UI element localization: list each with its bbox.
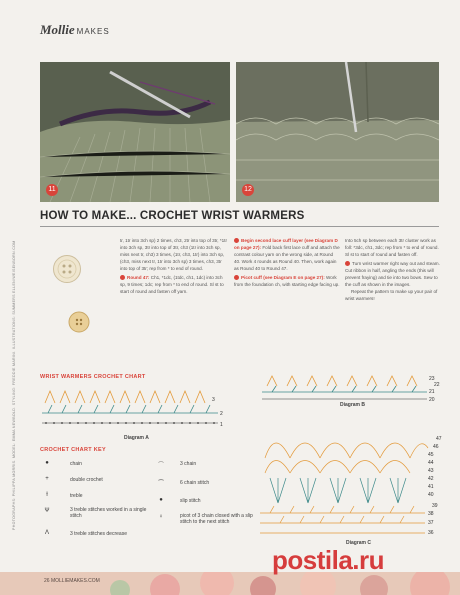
step-badge-left: 11	[46, 184, 58, 196]
diagram-c-fans	[270, 478, 406, 503]
diagram-b-middle-row	[262, 386, 427, 392]
bullet-icon	[234, 275, 239, 280]
text-column-2	[234, 237, 340, 288]
treble-icon: ƚ	[46, 492, 48, 498]
row-number: 43	[428, 468, 434, 474]
step-badge-right: 12	[242, 184, 254, 196]
diagram-a-row-2	[42, 405, 218, 413]
three-chain-icon: ⌒	[157, 463, 164, 469]
row-number: 38	[428, 511, 434, 517]
row-number: 40	[428, 492, 434, 498]
col1-paragraph-2: Round 47: Ch1, *1dc, (1tdc, ch1, 1dc) into 3ch sp, 9 times; 1dc; rep from * to end of round. Sl st to start of round and fasten off yarn.	[120, 275, 224, 294]
col1-paragraph-1: tr, 1tr into 3ch sp) 2 times, ch3, 2tr into top of 3tr, *1tr into 3ch sp, 3tr into top of 3tr, ch3 (1tr into 3ch sp, miss next tr, ch3) 3 times, (1tr, ch3, 1tr) into 3ch sp, (ch3, miss next tr, 1tr into 3ch sp) 3 times, ch3, 3tr into top of 3tr; rep from * to end of round.	[120, 238, 227, 271]
text-column-3	[345, 237, 440, 302]
row-number: 47	[436, 436, 442, 442]
bullet-icon	[120, 275, 125, 280]
page-info: 26 MOLLIEMAKES.COM	[44, 578, 100, 584]
row-number: 22	[434, 382, 440, 388]
diagram-a-label: Diagram A	[124, 435, 149, 441]
diagram-c-lower	[260, 506, 425, 533]
row-number: 1	[220, 422, 223, 428]
row-number: 37	[428, 520, 434, 526]
diagram-c-arches	[265, 443, 428, 473]
col2-paragraph-1: Begin second lace cuff layer (see Diagram D on page 27): Fold back first lace cuff and attach the contrast colour yarn on the wrong side, at Round 40. Work 4 rounds as Round 40. Then, work again as Round 40 to Round 47.	[234, 238, 340, 271]
picot-icon: ♀	[158, 514, 164, 520]
diagram-b-top-row	[267, 376, 417, 386]
diagram-c	[260, 418, 445, 543]
row-number: 39	[432, 503, 438, 509]
magazine-logo	[40, 22, 110, 38]
col2-paragraph-2: Picot cuff (see Diagram E on page 27): Work from the foundation ch, with starting edge facing up.	[234, 275, 340, 287]
key-title: CROCHET CHART KEY	[40, 447, 106, 453]
row-number: 23	[429, 376, 435, 382]
bullet-icon	[345, 261, 350, 266]
photo-step-right	[236, 62, 439, 202]
row-number: 46	[433, 444, 439, 450]
row-number: 45	[428, 452, 434, 458]
chain-icon: ●	[45, 460, 49, 466]
section-title: HOW TO MAKE... CROCHET WRIST WARMERS	[40, 210, 305, 222]
row-number: 3	[212, 397, 215, 403]
chart-title: WRIST WARMERS CROCHET CHART	[40, 374, 146, 380]
diagram-a-row-3	[45, 391, 205, 403]
col3-paragraph-2: Turn wrist warmer right way out and steam. Cut ribbon in half, angling the ends (this will prevent fraying) and tie into two bows. Sew to the cuff as shown in the images.	[345, 261, 440, 287]
bullet-icon	[234, 238, 239, 243]
text-column-1	[120, 237, 228, 295]
watermark: postila.ru	[272, 545, 385, 575]
row-number: 20	[429, 397, 435, 403]
diagram-b	[262, 372, 447, 404]
double-crochet-icon: +	[45, 476, 49, 482]
row-number: 36	[428, 530, 434, 536]
six-chain-icon: ⁀	[158, 481, 164, 487]
chart-key: ● chain + double crochet ƚ treble Ψ 3 treble stitches worked in a single stitch Λ 3 treble stitches decrease ⌒ 3 chain ⁀ 6 chain stitch ● slip stitch ♀ picot of 3 chain closed with a slip stitch to the next stitch	[40, 460, 260, 550]
row-number: 42	[428, 476, 434, 482]
col3-paragraph-3: Repeat the pattern to make up your pair of wrist warmers!	[345, 289, 438, 301]
row-number: 44	[428, 460, 434, 466]
three-treble-decrease-icon: Λ	[44, 530, 49, 536]
three-treble-single-icon: Ψ	[44, 508, 50, 514]
diagram-a	[40, 385, 230, 435]
logo-makes: MAKES	[76, 27, 110, 36]
diagram-b-label: Diagram B	[340, 402, 366, 408]
side-credit: PHOTOGRAPHS: PHILIPPA MORRIS. MODEL: EMMA NEWBOLD. STYLING: FREDDIE MARINI. ILLUSTRATIONS: SUMMERS ELLEN/WEISENBORN.COM	[12, 240, 16, 530]
slip-stitch-icon: ●	[159, 497, 163, 503]
title-divider	[40, 226, 439, 227]
button-photo-small	[68, 311, 90, 333]
diagram-a-row-1	[42, 422, 218, 424]
row-number: 21	[429, 389, 435, 395]
logo-script: Mollie	[40, 22, 75, 37]
button-photo-large	[52, 254, 82, 284]
photo-step-left	[40, 62, 230, 202]
row-number: 41	[428, 484, 434, 490]
diagram-c-label: Diagram C	[346, 540, 372, 546]
row-number: 2	[220, 411, 223, 417]
col3-paragraph-1: Into 5ch sp between each 3tr cluster work as foll: *3dc, ch1, 3dc; rep from * to end of round. Sl st to start of round and fasten off.	[345, 238, 439, 257]
